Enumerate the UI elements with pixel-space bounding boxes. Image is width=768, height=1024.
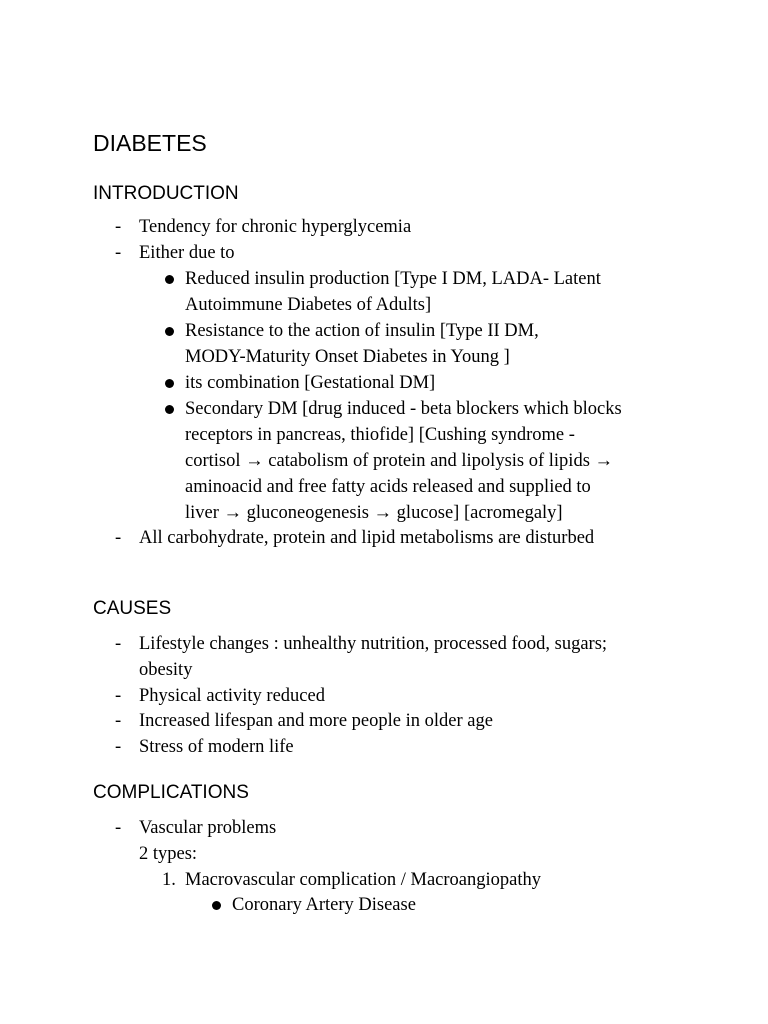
introduction-heading: INTRODUCTION: [93, 183, 239, 204]
complications-item-vascular: Vascular problems: [139, 818, 277, 838]
intro-item-either: Either due to: [139, 243, 235, 263]
intro-item-hyperglycemia: Tendency for chronic hyperglycemia: [139, 217, 412, 237]
number-marker: 1.: [162, 870, 176, 890]
complications-bullet-cad: Coronary Artery Disease: [232, 895, 416, 915]
dash-marker: -: [115, 528, 122, 548]
dash-marker: -: [115, 818, 122, 838]
dash-marker: -: [115, 737, 122, 757]
causes-item-lifespan: Increased lifespan and more people in older age: [139, 711, 493, 731]
dash-marker: -: [115, 711, 122, 731]
intro-sub-secondary-cont: liver → gluconeogenesis → glucose] [acromegaly]: [185, 503, 563, 523]
causes-item-stress: Stress of modern life: [139, 737, 294, 757]
intro-sub-type2: Resistance to the action of insulin [Type II DM,: [185, 321, 539, 341]
bullet-dot: [212, 901, 221, 910]
causes-item-lifestyle-cont: obesity: [139, 660, 193, 680]
intro-sub-type1-cont: Autoimmune Diabetes of Adults]: [185, 295, 432, 315]
intro-sub-secondary-cont: aminoacid and free fatty acids released and supplied to: [185, 477, 591, 497]
intro-sub-type2-cont: MODY-Maturity Onset Diabetes in Young ]: [185, 347, 510, 367]
document-title: DIABETES: [93, 130, 207, 156]
bullet-dot: [165, 327, 174, 336]
complications-heading: COMPLICATIONS: [93, 782, 249, 803]
causes-item-lifestyle: Lifestyle changes : unhealthy nutrition, processed food, sugars;: [139, 634, 608, 654]
dash-marker: -: [115, 217, 122, 237]
dash-marker: -: [115, 686, 122, 706]
intro-sub-secondary-cont: cortisol → catabolism of protein and lipolysis of lipids →: [185, 451, 614, 471]
intro-sub-gestational: its combination [Gestational DM]: [185, 373, 436, 393]
dash-marker: -: [115, 634, 122, 654]
bullet-dot: [165, 379, 174, 388]
intro-sub-secondary: Secondary DM [drug induced - beta blockers which blocks: [185, 399, 622, 419]
causes-heading: CAUSES: [93, 598, 172, 619]
bullet-dot: [165, 275, 174, 284]
intro-item-metabolism: All carbohydrate, protein and lipid metabolisms are disturbed: [139, 528, 595, 548]
dash-marker: -: [115, 243, 122, 263]
complications-numbered-macrovascular: Macrovascular complication / Macroangiopathy: [185, 870, 541, 890]
bullet-dot: [165, 405, 174, 414]
intro-sub-secondary-cont: receptors in pancreas, thiofide] [Cushing syndrome -: [185, 425, 575, 445]
causes-item-activity: Physical activity reduced: [139, 686, 325, 706]
complications-item-vascular-types: 2 types:: [139, 844, 198, 864]
intro-sub-type1: Reduced insulin production [Type I DM, LADA- Latent: [185, 269, 601, 289]
